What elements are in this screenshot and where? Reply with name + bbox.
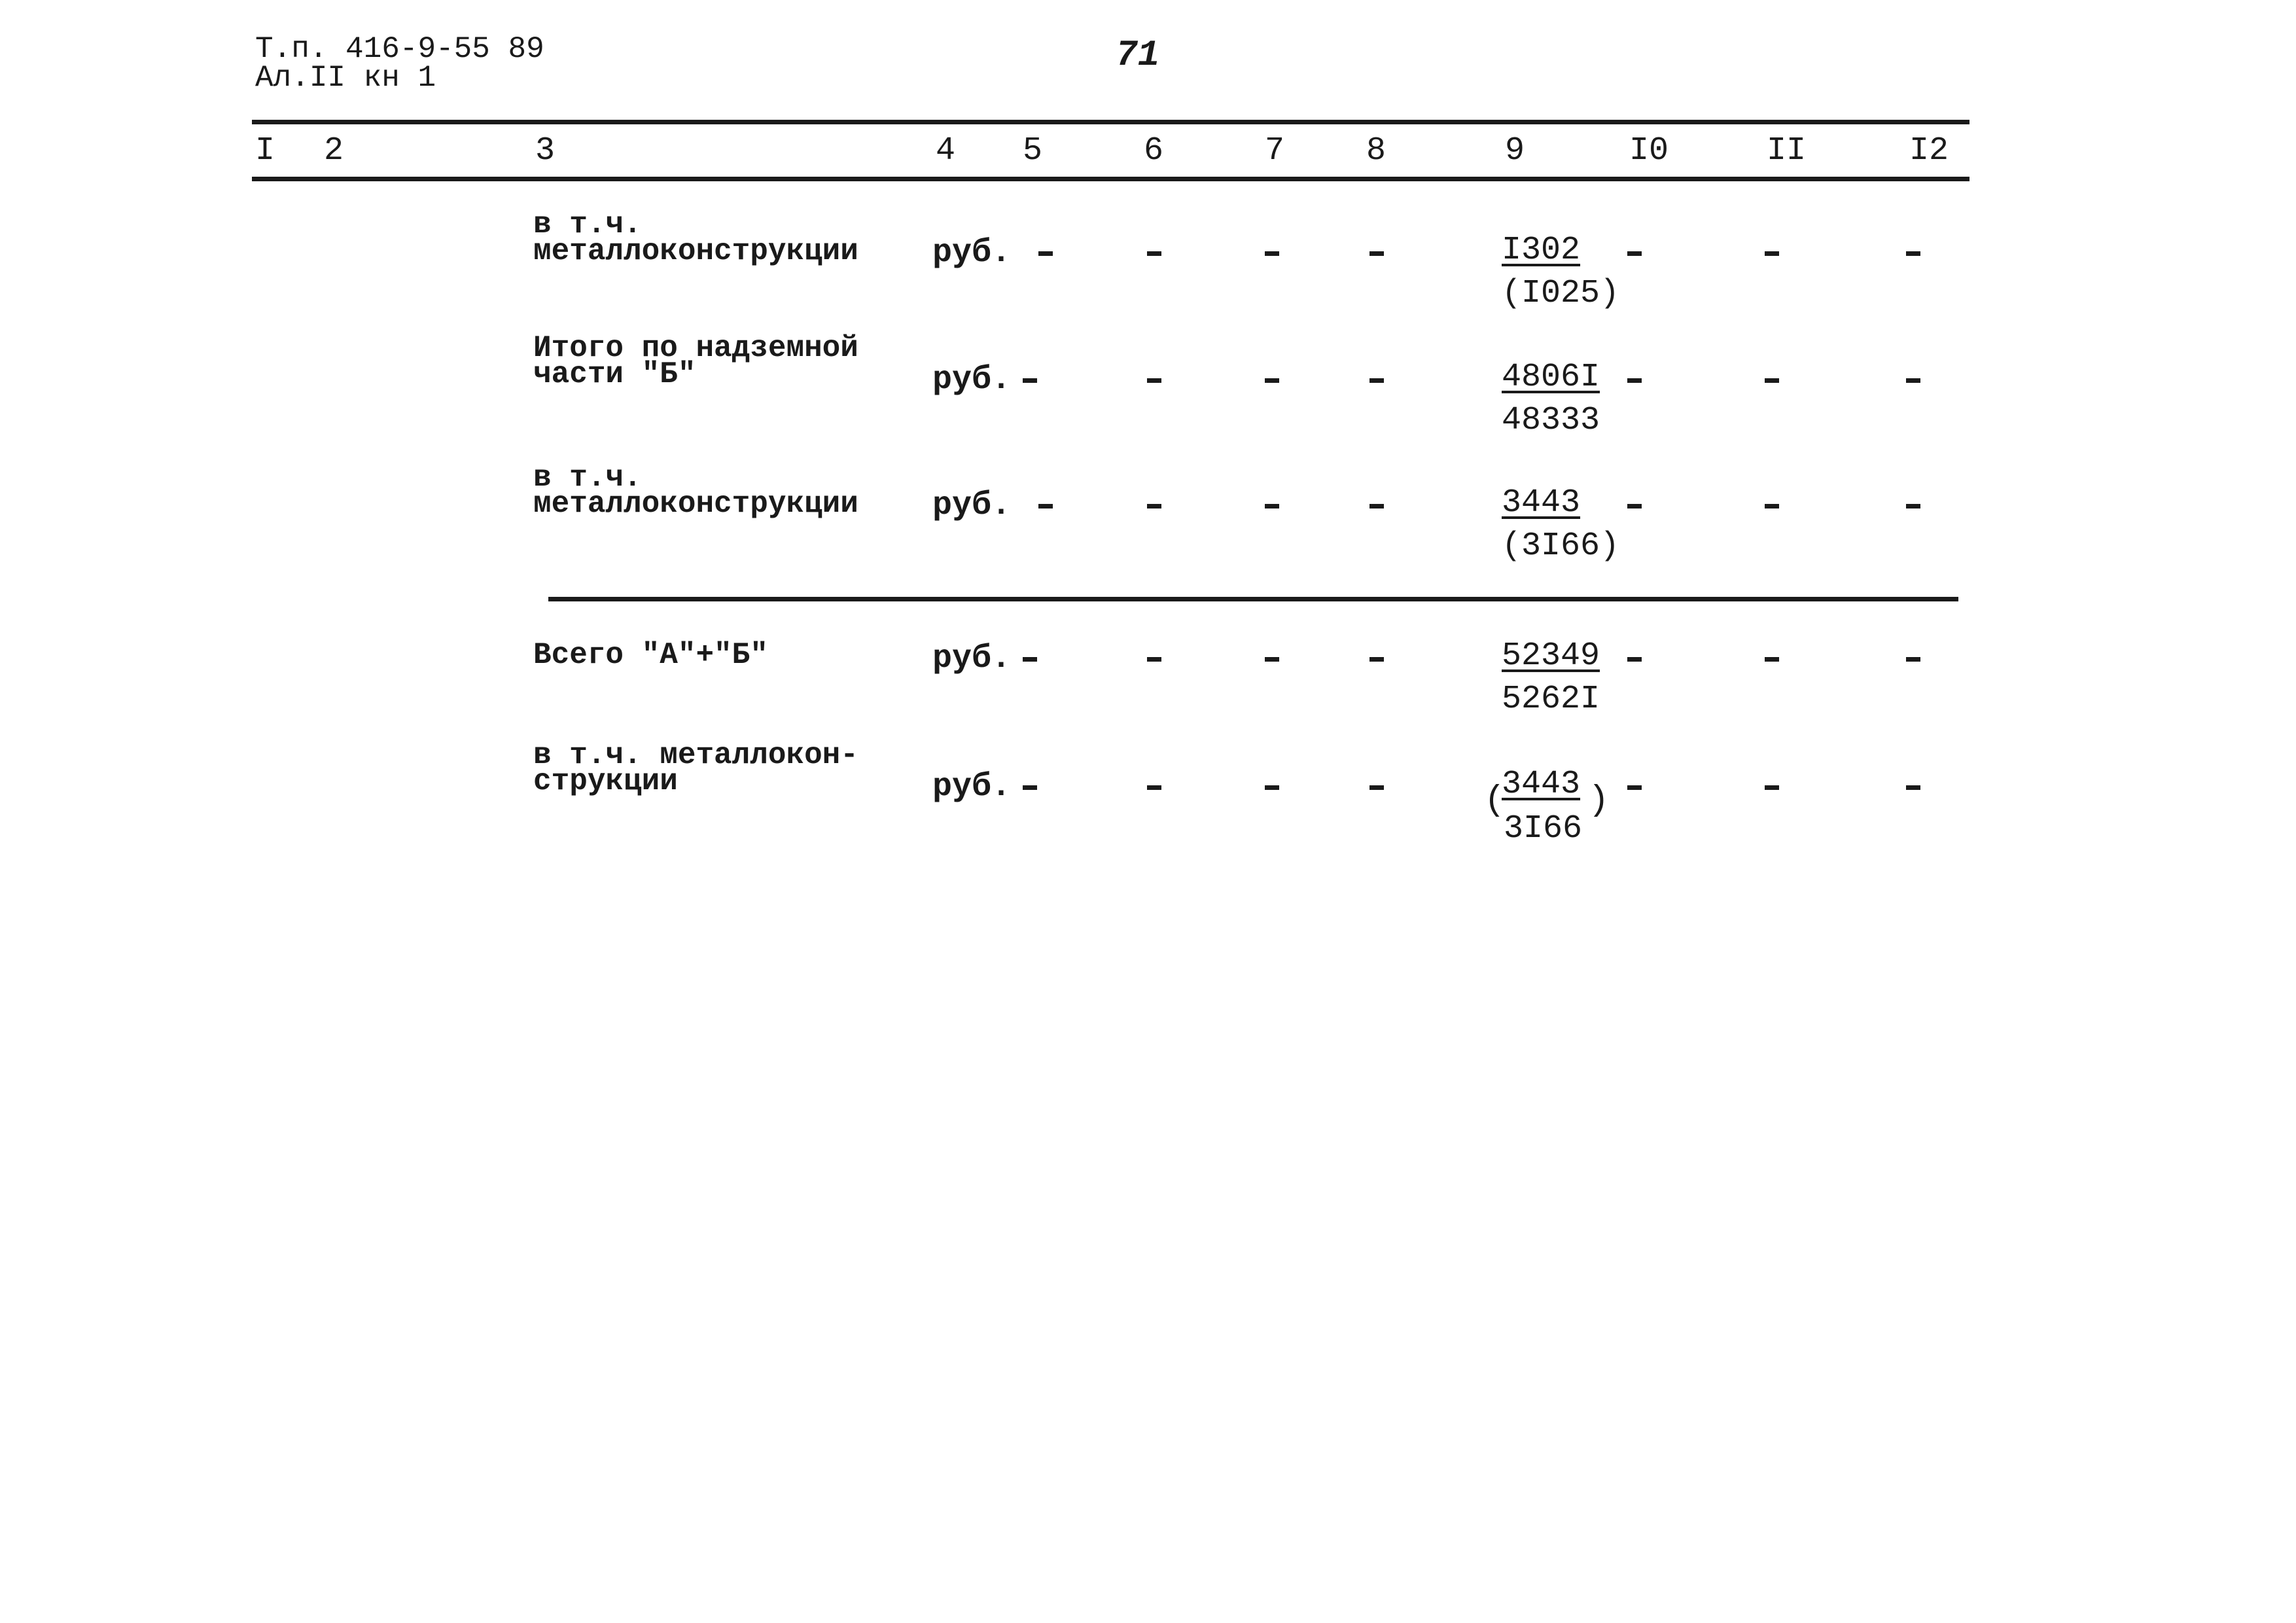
row-description-line2: струкции <box>533 764 678 798</box>
page-number: 71 <box>1116 34 1160 76</box>
dash-col7 <box>1265 251 1279 256</box>
dash-col5 <box>1023 657 1037 662</box>
row-unit: руб. <box>932 361 1012 399</box>
open-paren: ( <box>1484 781 1506 821</box>
row-description-line2: металлоконструкции <box>533 487 858 521</box>
dash-col7 <box>1265 657 1279 662</box>
dash-col6 <box>1147 504 1161 508</box>
col-header-12: I2 <box>1909 132 1949 169</box>
col-header-3: 3 <box>535 132 556 169</box>
value-denominator: (I025) <box>1502 275 1620 312</box>
col-header-8: 8 <box>1366 132 1386 169</box>
table-header-rule <box>252 177 1969 181</box>
value-denominator: (3I66) <box>1502 527 1620 565</box>
value-numerator: 52349 <box>1502 637 1600 675</box>
value-denominator: 5262I <box>1502 681 1600 718</box>
dash-col6 <box>1147 785 1161 790</box>
dash-col12 <box>1906 378 1920 383</box>
col-header-5: 5 <box>1023 132 1043 169</box>
dash-col10 <box>1627 785 1642 790</box>
dash-col12 <box>1906 251 1920 256</box>
row-description-line1: в т.ч. <box>533 461 642 495</box>
dash-col11 <box>1765 251 1779 256</box>
value-numerator: 3443 <box>1502 766 1581 803</box>
dash-col7 <box>1265 785 1279 790</box>
dash-col6 <box>1147 378 1161 383</box>
row-description-line2: металлоконструкции <box>533 234 858 268</box>
dash-col11 <box>1765 504 1779 508</box>
dash-col10 <box>1627 251 1642 256</box>
value-numerator: I302 <box>1502 232 1581 269</box>
col-header-2: 2 <box>324 132 344 169</box>
dash-col12 <box>1906 785 1920 790</box>
col-header-1: I <box>255 132 275 169</box>
col-header-11: II <box>1767 132 1807 169</box>
dash-col5 <box>1038 504 1053 508</box>
row-description-line1: Итого по надземной <box>533 331 858 365</box>
col-header-7: 7 <box>1265 132 1285 169</box>
dash-col8 <box>1369 251 1384 256</box>
close-paren: ) <box>1588 781 1610 821</box>
col-header-6: 6 <box>1144 132 1164 169</box>
dash-col8 <box>1369 504 1384 508</box>
dash-col12 <box>1906 657 1920 662</box>
dash-col12 <box>1906 504 1920 508</box>
section-divider <box>548 597 1958 601</box>
dash-col5 <box>1023 785 1037 790</box>
dash-col8 <box>1369 785 1384 790</box>
col-header-4: 4 <box>936 132 956 169</box>
value-denominator: 48333 <box>1502 402 1600 439</box>
row-description-line1: в т.ч. <box>533 207 642 241</box>
dash-col8 <box>1369 657 1384 662</box>
row-description-line1: в т.ч. металлокон- <box>533 738 858 772</box>
col-header-10: I0 <box>1629 132 1669 169</box>
row-unit: руб. <box>932 487 1012 524</box>
value-numerator: 4806I <box>1502 359 1600 396</box>
table-top-rule <box>252 120 1969 124</box>
dash-col8 <box>1369 378 1384 383</box>
value-denominator: 3I66 <box>1504 810 1583 847</box>
dash-col10 <box>1627 378 1642 383</box>
row-unit: руб. <box>932 768 1012 806</box>
dash-col11 <box>1765 785 1779 790</box>
dash-col6 <box>1147 657 1161 662</box>
row-unit: руб. <box>932 640 1012 677</box>
row-description-line1: Всего "А"+"Б" <box>533 638 768 672</box>
dash-col5 <box>1038 251 1053 256</box>
dash-col5 <box>1023 378 1037 383</box>
dash-col7 <box>1265 378 1279 383</box>
document-code: Т.п. 416-9-55 89 <box>255 32 544 66</box>
dash-col10 <box>1627 504 1642 508</box>
row-description-line2: части "Б" <box>533 357 696 391</box>
dash-col11 <box>1765 657 1779 662</box>
col-header-9: 9 <box>1505 132 1525 169</box>
dash-col10 <box>1627 657 1642 662</box>
dash-col6 <box>1147 251 1161 256</box>
dash-col7 <box>1265 504 1279 508</box>
value-numerator: 3443 <box>1502 484 1581 522</box>
dash-col11 <box>1765 378 1779 383</box>
album-book: Ал.II кн 1 <box>255 61 436 95</box>
row-unit: руб. <box>932 234 1012 272</box>
